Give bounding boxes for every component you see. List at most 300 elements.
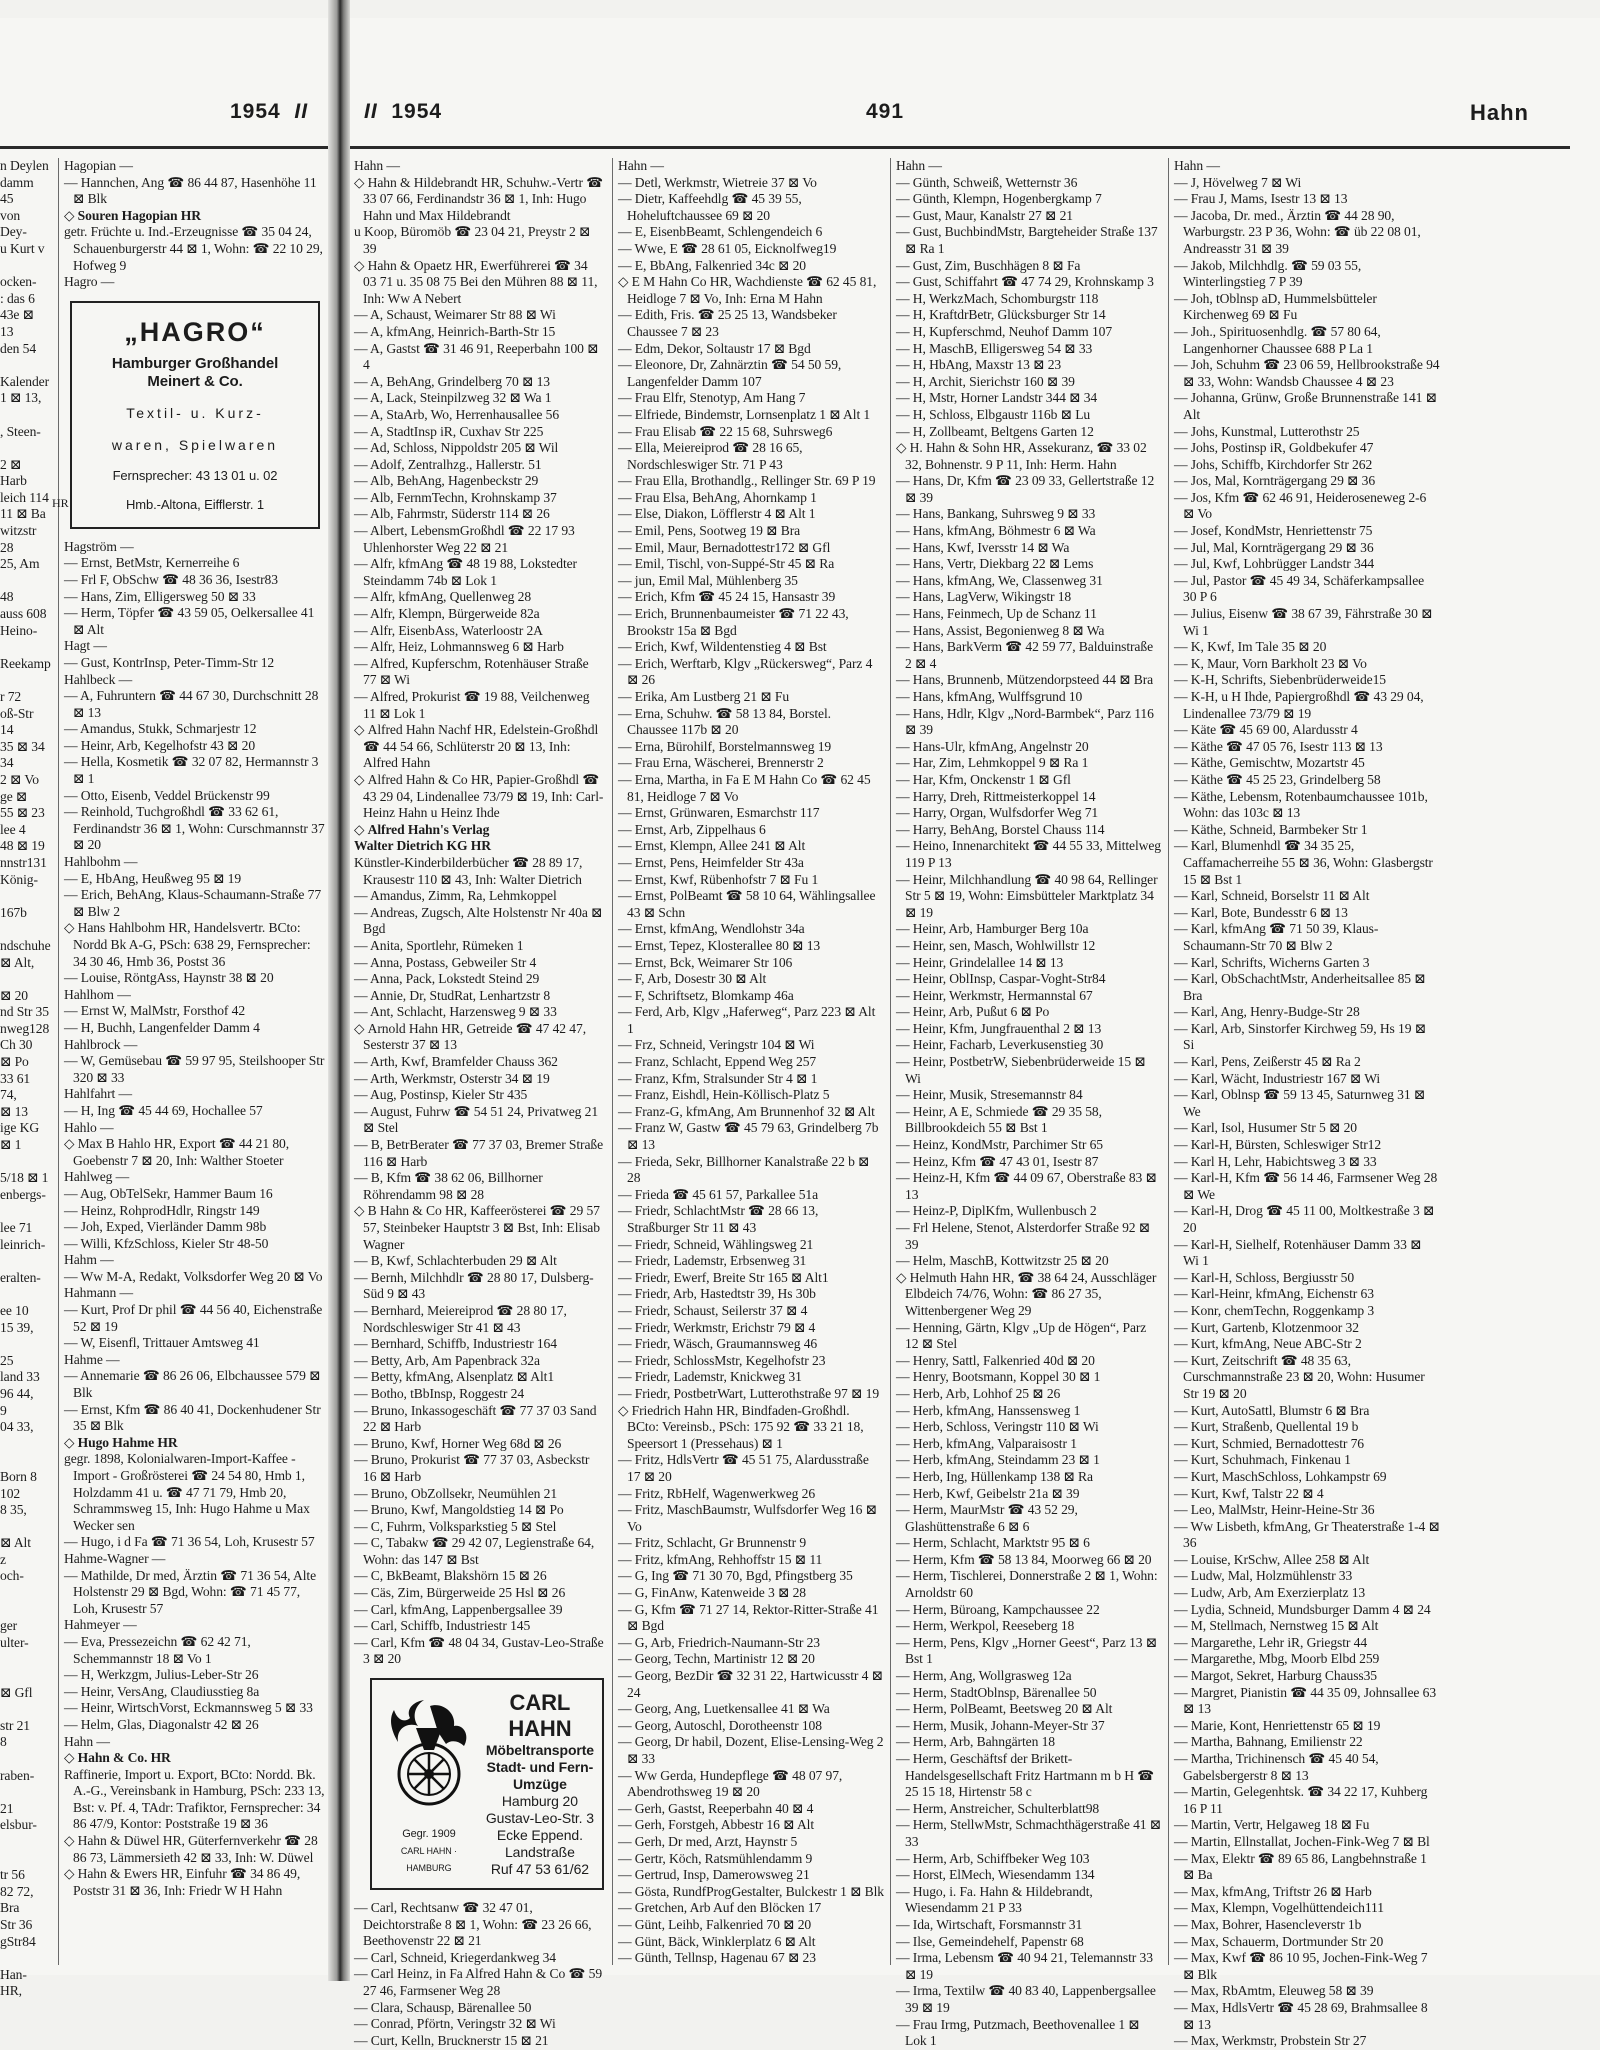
- directory-entry: — Ernst, kfmAng, Wendlohstr 34a: [618, 921, 805, 937]
- column-2: [618, 158, 884, 1969]
- directory-entry: — Herm, Geschäftsf der Brikett-Handelsgesellschaft Fritz Hartmann m b H ☎ 25 15 18, Hirtenstr 58 c: [896, 1751, 1155, 1800]
- directory-entry: — Erich, BehAng, Klaus-Schaumann-Straße 77 ⊠ Blw 2: [64, 887, 322, 919]
- directory-entry: — C, Fuhrm, Volksparkstieg 5 ⊠ Stel: [354, 1518, 557, 1534]
- directory-entry: — Hans, kfmAng, We, Classenweg 31: [896, 572, 1103, 588]
- directory-entry: — Karl-H, Drog ☎ 45 11 00, Moltkestraße 3 ⊠ 20: [1174, 1203, 1435, 1235]
- directory-entry: — Bruno, Kwf, Horner Weg 68d ⊠ 26: [354, 1435, 562, 1451]
- directory-entry: — Amandus, Stukk, Schmarjestr 12: [64, 721, 257, 737]
- directory-entry: — Max, Kwf ☎ 86 10 95, Jochen-Fink-Weg 7 ⊠ Blk: [1174, 1950, 1428, 1982]
- directory-entry: — Hans, Feinmech, Up de Schanz 11: [896, 606, 1097, 622]
- clipped-line: König-: [0, 871, 38, 887]
- clipped-line: ndschuhe: [0, 937, 51, 953]
- directory-entry: — Karl, Ang, Henry-Budge-Str 28: [1174, 1004, 1360, 1020]
- directory-entry: — Kurt, Gartenb, Klotzenmoor 32: [1174, 1319, 1359, 1335]
- directory-entry: — Bruno, Prokurist ☎ 77 37 03, Asbeckstr 16 ⊠ Harb: [354, 1452, 590, 1484]
- clipped-line: 1 ⊠ 13,: [0, 390, 42, 406]
- directory-entry: Hahme-Wagner —: [64, 1550, 166, 1566]
- clipped-line: [0, 1751, 50, 1768]
- directory-entry: — K-H, u H Ihde, Papiergroßhdl ☎ 43 29 04, Lindenallee 73/79 ⊠ 19: [1174, 689, 1424, 721]
- directory-entry: — Herm, Tischlerei, Donnerstraße 2 ⊠ 1, Wohn: Arnoldstr 60: [896, 1568, 1158, 1601]
- clipped-line: ee 10: [0, 1302, 29, 1318]
- directory-entry: — Hans, kfmAng, Böhmestr 6 ⊠ Wa: [896, 523, 1096, 539]
- clipped-line: [0, 440, 50, 457]
- clipped-line: lee 71: [0, 1220, 33, 1235]
- directory-entry: — Betty, kfmAng, Alsenplatz ⊠ Alt1: [354, 1369, 555, 1385]
- directory-entry: — H, KraftdrBetr, Glücksburger Str 14: [896, 307, 1106, 323]
- directory-entry: — Ludw, Arb, Am Exerzierplatz 13: [1174, 1585, 1366, 1601]
- clipped-line: 25: [0, 1352, 14, 1368]
- directory-entry: — Friedr, Ewerf, Breite Str 165 ⊠ Alt1: [618, 1269, 829, 1285]
- directory-entry: — Max, Bohrer, Hasencleverstr 1b: [1174, 1916, 1362, 1932]
- directory-entry: — B, BetrBerater ☎ 77 37 03, Bremer Straße 116 ⊠ Harb: [354, 1137, 604, 1169]
- directory-entry: — Reinhold, Tuchgroßhdl ☎ 33 62 61, Ferdinandstr 36 ⊠ 1, Wohn: Curschmannstr 37 ⊠ 20: [64, 804, 325, 853]
- directory-entry: — Heinr, WirtschVorst, Eckmannsweg 5 ⊠ 33: [64, 1700, 313, 1716]
- directory-entry: — Ernst, Bck, Weimarer Str 106: [618, 954, 793, 970]
- clipped-line: tr 56: [0, 1867, 25, 1883]
- directory-entry: — Ant, Schlacht, Harzensweg 9 ⊠ 33: [354, 1004, 557, 1020]
- directory-entry: — Käthe, Schneid, Barmbeker Str 1: [1174, 821, 1368, 837]
- directory-entry: — Ernst, Tepez, Klosterallee 80 ⊠ 13: [618, 937, 821, 953]
- directory-entry: — Herm, Pens, Klgv „Horner Geest“, Parz 13 ⊠ Bst 1: [896, 1634, 1158, 1667]
- directory-entry: — Franz, Schlacht, Eppend Weg 257: [618, 1054, 817, 1070]
- directory-entry: ◇ H. Hahn & Sohn HR, Assekuranz, ☎ 33 02 32, Bohnenstr. 9 P 11, Inh: Herm. Hahn: [896, 440, 1162, 473]
- directory-entry: — Herb, Ing, Hüllenkamp 138 ⊠ Ra: [896, 1468, 1093, 1484]
- directory-entry: Hahme —: [64, 1351, 120, 1367]
- directory-entry: — Johs, Kunstmal, Lutterothstr 25: [1174, 423, 1360, 439]
- directory-entry: — Kurt, AutoSattl, Blumstr 6 ⊠ Bra: [1174, 1402, 1370, 1418]
- directory-entry: Hahlfahrt —: [64, 1086, 132, 1102]
- clipped-line: : das 6: [0, 290, 35, 306]
- directory-entry: — Hans, Assist, Begonienweg 8 ⊠ Wa: [896, 622, 1105, 638]
- clipped-line: eralten-: [0, 1269, 41, 1285]
- directory-entry: — Heinz, RohprodHdlr, Ringstr 149: [64, 1202, 260, 1218]
- directory-entry: — Ferd, Arb, Klgv „Haferweg“, Parz 223 ⊠ Alt 1: [618, 1004, 876, 1036]
- directory-entry: — Alb, BehAng, Hagenbeckstr 29: [354, 473, 539, 489]
- ad-addr: Hmb.-Altona, Eifflerstr. 1: [125, 496, 265, 512]
- directory-entry: — Franz W, Gastw ☎ 45 79 63, Grindelberg 7b ⊠ 13: [618, 1120, 879, 1153]
- hr-mark: HR: [52, 495, 69, 510]
- directory-entry: — Karl, ObSchachtMstr, Anderheitsallee 85 ⊠ Bra: [1174, 971, 1426, 1003]
- directory-entry: — Amandus, Zimm, Ra, Lehmkoppel: [354, 888, 557, 904]
- directory-entry: — Emil, Tischl, von-Suppé-Str 45 ⊠ Ra: [618, 556, 835, 572]
- directory-entry: — Emil, Pens, Sootweg 19 ⊠ Bra: [618, 523, 801, 539]
- directory-entry: — Annie, Dr, StudRat, Lenhartzstr 8: [354, 987, 551, 1003]
- directory-entry: — Hannchen, Ang ☎ 86 44 87, Hasenhöhe 11 ⊠ Blk: [64, 174, 317, 207]
- directory-entry: Walter Dietrich KG HR: [354, 838, 491, 854]
- directory-entry: — Hans, Bankang, Suhrsweg 9 ⊠ 33: [896, 506, 1096, 522]
- directory-entry: — Jos, Mal, Kornträgergang 29 ⊠ 36: [1174, 473, 1376, 489]
- clipped-line: ⊠ 13: [0, 1103, 28, 1119]
- clipped-line: lee 4: [0, 821, 26, 837]
- clipped-line: Kalender: [0, 373, 50, 389]
- clipped-line: ⊠ Alt,: [0, 954, 35, 970]
- directory-entry: — Frau Irmg, Putzmach, Beethovenallee 1 ⊠ Lok 1: [896, 2016, 1140, 2049]
- directory-entry: — Karl, Oblnsp ☎ 59 13 45, Saturnweg 31 ⊠ We: [1174, 1087, 1426, 1119]
- directory-entry: Hagt —: [64, 638, 107, 654]
- clipped-line: Born 8: [0, 1468, 37, 1484]
- clipped-line: [0, 921, 50, 938]
- directory-entry: Hahlhom —: [64, 986, 131, 1002]
- clipped-line: raben-: [0, 1767, 35, 1783]
- directory-entry: — Gösta, RundfProgGestalter, Bulckestr 1 ⊠ Blk: [618, 1883, 885, 1899]
- directory-entry: — Kurt, Zeitschrift ☎ 48 35 63, Curschmannstraße 23 ⊠ 20, Wohn: Husumer Str 19 ⊠ 20: [1174, 1352, 1425, 1401]
- directory-entry: — Ww Lisbeth, kfmAng, Gr Theaterstraße 1-4 ⊠ 36: [1174, 1518, 1440, 1551]
- directory-entry: — Frl F, ObSchw ☎ 48 36 36, Isestr83: [64, 571, 278, 587]
- clipped-line: [0, 1286, 50, 1303]
- directory-entry: — H, Buchh, Langenfelder Damm 4: [64, 1019, 260, 1035]
- directory-entry: — Hans, Dr, Kfm ☎ 23 09 33, Gellertstraße 12 ⊠ 39: [896, 473, 1155, 505]
- carl-hahn-advertisement: [370, 1678, 604, 1890]
- directory-entry: — Heinr, A E, Schmiede ☎ 29 35 58, Billbrookdeich 55 ⊠ Bst 1: [896, 1103, 1102, 1136]
- directory-entry: Hahlbrock —: [64, 1036, 138, 1052]
- directory-entry: — Eleonore, Dr, Zahnärztin ☎ 54 50 59, Langenfelder Damm 107: [618, 357, 842, 389]
- clipped-line: u Kurt v: [0, 240, 45, 256]
- directory-entry: — Frau Erna, Wäscherei, Brennerstr 2: [618, 755, 824, 771]
- directory-entry: — G, Kfm ☎ 71 27 14, Rektor-Ritter-Straße 41 ⊠ Bgd: [618, 1601, 879, 1634]
- directory-entry: — Herm, Büroang, Kampchaussee 22: [896, 1601, 1100, 1617]
- directory-entry: — Herm, PolBeamt, Beetsweg 20 ⊠ Alt: [896, 1701, 1113, 1717]
- directory-entry: — Jacoba, Dr. med., Ärztin ☎ 44 28 90, Warburgstr. 23 P 36, Wohn: ☎ üb 22 08 01, Andreasstr 31 ⊠ 39: [1174, 207, 1421, 256]
- directory-entry: — H, Werkzgm, Julius-Leber-Str 26: [64, 1667, 259, 1683]
- directory-entry: — Hella, Kosmetik ☎ 32 07 82, Hermannstr 3 ⊠ 1: [64, 754, 319, 787]
- directory-entry: — Friedr, Wäsch, Graumannsweg 46: [618, 1336, 818, 1352]
- directory-entry: — Franz, Eishdl, Hein-Köllisch-Platz 5: [618, 1087, 830, 1103]
- directory-entry: — Jul, Pastor ☎ 45 49 34, Schäferkampsallee 30 P 6: [1174, 572, 1425, 605]
- directory-entry: — Fritz, kfmAng, Rehhoffstr 15 ⊠ 11: [618, 1551, 823, 1567]
- logo-text: CARL HAHN · HAMBURG: [400, 1846, 457, 1873]
- directory-entry: ◇ Alfred Hahn & Co HR, Papier-Großhdl ☎ 43 29 04, Lindenallee 73/79 ⊠ 19, Inh: Carl-Heinz Hahn u Heinz Ihde: [354, 772, 604, 822]
- clipped-line: nnstr131: [0, 854, 47, 870]
- directory-entry: — F, Schriftsetz, Blomkamp 46a: [618, 987, 794, 1003]
- directory-entry: — Erich, Brunnenbaumeister ☎ 71 22 43, Brookstr 15a ⊠ Bgd: [618, 606, 849, 638]
- ad-text: [486, 1690, 594, 1878]
- ad-company-name: CARL HAHN: [508, 1690, 572, 1742]
- right-page: [350, 18, 1600, 2049]
- clipped-line: 167b: [0, 904, 27, 920]
- clipped-line: Bra: [0, 1900, 20, 1916]
- directory-entry: — Otto, Eisenb, Veddel Brückenstr 99: [64, 787, 270, 803]
- directory-entry: — Louise, KrSchw, Allee 258 ⊠ Alt: [1174, 1551, 1370, 1567]
- clipped-line: [0, 888, 50, 905]
- directory-entry: — Lydia, Schneid, Mundsburger Damm 4 ⊠ 24: [1174, 1601, 1431, 1617]
- directory-entry: — Erna, Bürohilf, Borstelmannsweg 19: [618, 738, 832, 754]
- directory-entry: — Frau Elisab ☎ 22 15 68, Suhrsweg6: [618, 423, 833, 439]
- directory-entry: — Anna, Pack, Lokstedt Steind 29: [354, 971, 540, 987]
- directory-entry: — Max, Klempn, Vogelhüttendeich111: [1174, 1900, 1384, 1916]
- clipped-line: witzstr 28: [0, 523, 37, 555]
- directory-entry: — Heinr, Milchhandlung ☎ 40 98 64, Rellinger Str 5 ⊠ 19, Wohn: Eimsbütteler Marktplatz 34 ⊠ 19: [896, 871, 1158, 920]
- left-column-main: [52, 158, 326, 1969]
- directory-entry: Hahn —: [896, 158, 942, 173]
- directory-entry: Hahlweg —: [64, 1169, 130, 1185]
- directory-entry: — Alfred, Prokurist ☎ 19 88, Veilchenweg 11 ⊠ Lok 1: [354, 689, 590, 721]
- directory-entry: — Heinr, sen, Masch, Wohlwillstr 12: [896, 937, 1096, 953]
- directory-entry: — Gust, Maur, Kanalstr 27 ⊠ 21: [896, 207, 1073, 223]
- directory-entry: — H, Schloss, Elbgaustr 116b ⊠ Lu: [896, 406, 1091, 422]
- directory-entry: — Henning, Gärtn, Klgv „Up de Högen“, Parz 12 ⊠ Stel: [896, 1319, 1147, 1352]
- directory-entry: — jun, Emil Mal, Mühlenberg 35: [618, 572, 798, 588]
- clipped-line: och-: [0, 1568, 24, 1584]
- directory-entry: — Fritz, Schlacht, Gr Brunnenstr 9: [618, 1535, 807, 1551]
- directory-entry: — Herm, Werkpol, Reeseberg 18: [896, 1618, 1075, 1634]
- directory-entry: — Friedr, PostbetrWart, Lutterothstraße 97 ⊠ 19: [618, 1385, 880, 1401]
- directory-entry: — Herm, Musik, Johann-Meyer-Str 37: [896, 1717, 1105, 1733]
- directory-entry: — Herm, Arb, Bahngärten 18: [896, 1734, 1055, 1750]
- directory-entry: Hahmeyer —: [64, 1617, 137, 1633]
- clipped-line: [0, 1436, 50, 1453]
- directory-entry: — Frieda ☎ 45 61 57, Parkallee 51a: [618, 1186, 819, 1202]
- directory-entry: — Erna, Schuhw. ☎ 58 13 84, Borstel. Chaussee 117b ⊠ 20: [618, 705, 831, 738]
- directory-entry: — Jul, Kwf, Lohbrügger Landstr 344: [1174, 556, 1375, 572]
- directory-entry: — Hans, kfmAng, Wulffsgrund 10: [896, 689, 1083, 704]
- directory-entry: — Ernst, Pens, Heimfelder Str 43a: [618, 854, 804, 870]
- directory-entry: Hagopian —: [64, 158, 133, 173]
- directory-entry: ◇ Hahn & Hildebrandt HR, Schuhw.-Vertr ☎ 33 07 66, Ferdinandstr 36 ⊠ 1, Inh: Hugo Hahn und Max Hildebrandt: [354, 175, 604, 225]
- directory-entry: — W, Eisenfl, Trittauer Amtsweg 41: [64, 1335, 260, 1351]
- directory-entry: — G, Ing ☎ 71 30 70, Bgd, Pfingstberg 35: [618, 1568, 853, 1584]
- clipped-line: [0, 1336, 50, 1353]
- clipped-line: [0, 1651, 50, 1668]
- directory-entry: ◇ Alfred Hahn's Verlag: [354, 822, 604, 839]
- clipped-line: 34: [0, 755, 14, 771]
- directory-entry: — Heinr, Arb, Hamburger Berg 10a: [896, 921, 1089, 937]
- directory-entry: — Leo, MalMstr, Heinr-Heine-Str 36: [1174, 1502, 1375, 1518]
- directory-entry: — Annemarie ☎ 86 26 06, Elbchaussee 579 ⊠ Blk: [64, 1368, 321, 1401]
- directory-entry: — Else, Diakon, Löfflerstr 4 ⊠ Alt 1: [618, 506, 816, 522]
- clipped-line: 5/18 ⊠ 1: [0, 1170, 49, 1186]
- directory-entry: — Günt, Bäck, Winklerplatz 6 ⊠ Alt: [618, 1933, 816, 1949]
- directory-entry: — Curt, Kelln, Brucknerstr 15 ⊠ 21: [354, 2032, 549, 2048]
- clipped-line: Heino-: [0, 622, 38, 638]
- directory-entry: — A, Lack, Steinpilzweg 32 ⊠ Wa 1: [354, 390, 552, 406]
- directory-entry: — Clara, Schausp, Bärenallee 50: [354, 1999, 532, 2015]
- clipped-line: [0, 1585, 50, 1602]
- directory-entry: — Georg, Autoschl, Dorotheenstr 108: [618, 1717, 822, 1733]
- directory-entry: — Friedr, SchlossMstr, Kegelhofstr 23: [618, 1352, 826, 1368]
- clipped-line: den 54: [0, 340, 37, 356]
- running-head-name: Hahn: [1470, 100, 1529, 125]
- directory-entry: — Bernhard, Meiereiprod ☎ 28 80 17, Nordschleswiger Str 41 ⊠ 43: [354, 1302, 567, 1335]
- clipped-line: [0, 1154, 50, 1171]
- directory-entry: — Günth, Klempn, Hogenbergkamp 7: [896, 191, 1102, 207]
- clipped-line: [0, 573, 50, 590]
- directory-entry: — M, Stellmach, Nernstweg 15 ⊠ Alt: [1174, 1618, 1379, 1634]
- clipped-line: [0, 1701, 50, 1718]
- directory-entry: — Günth, Tellnsp, Hagenau 67 ⊠ 23: [618, 1950, 816, 1966]
- directory-entry: — E, HbAng, Heußweg 95 ⊠ 19: [64, 870, 242, 886]
- directory-entry: ◇ Hahn & Ewers HR, Einfuhr ☎ 34 86 49, Poststr 31 ⊠ 36, Inh: Friedr W H Hahn: [64, 1866, 326, 1899]
- clipped-line: ⊠ 20: [0, 987, 28, 1003]
- column-3: [896, 158, 1162, 2049]
- directory-entry: — Wwe, E ☎ 28 61 05, Eicknolfweg19: [618, 240, 837, 256]
- directory-entry: — Franz, Kfm, Stralsunder Str 4 ⊠ 1: [618, 1070, 818, 1086]
- directory-entry: — Fritz, RbHelf, Wagenwerkweg 26: [618, 1485, 816, 1501]
- directory-entry: Hahn —: [354, 158, 400, 173]
- directory-entry: — Karl, Isol, Husumer Str 5 ⊠ 20: [1174, 1120, 1358, 1136]
- directory-entry: — Horst, ElMech, Wiesendamm 134: [896, 1867, 1095, 1883]
- directory-entry: — H, Ing ☎ 45 44 69, Hochallee 57: [64, 1102, 263, 1118]
- directory-entry: — Aug, Postinsp, Kieler Str 435: [354, 1087, 528, 1103]
- clipped-line: 2 ⊠ Harb: [0, 456, 27, 489]
- column-4: [1174, 158, 1440, 2049]
- directory-entry: — Joh, tOblnsp aD, Hummelsbütteler Kirchenweg 69 ⊠ Fu: [1174, 290, 1377, 323]
- clipped-line: [0, 672, 50, 689]
- directory-entry: — Hugo, i. Fa. Hahn & Hildebrandt, Wiesendamm 21 P 33: [896, 1883, 1093, 1916]
- directory-entry: — Emil, Maur, Bernadottestr172 ⊠ Gfl: [618, 539, 831, 555]
- clipped-line: [0, 971, 50, 988]
- directory-entry: — Carl Heinz, in Fa Alfred Hahn & Co ☎ 59 27 46, Farmsener Weg 28: [354, 1966, 603, 1998]
- clipped-line: str 21: [0, 1717, 30, 1733]
- clipped-line: ger: [0, 1618, 18, 1634]
- directory-entry: — Johs, Schiffb, Kirchdorfer Str 262: [1174, 456, 1373, 472]
- directory-entry: — Kurt, Straßenb, Quellental 19 b: [1174, 1419, 1359, 1435]
- directory-entry: — Ernst, Klempn, Allee 241 ⊠ Alt: [618, 838, 806, 854]
- directory-entry: — H, WerkzMach, Schomburgstr 118: [896, 290, 1099, 306]
- directory-entry: — Irma, Textilw ☎ 40 83 40, Lappenbergsallee 39 ⊠ 19: [896, 1983, 1156, 2015]
- clipped-line: Reekamp: [0, 655, 51, 671]
- directory-entry: — Harry, BehAng, Borstel Chauss 114: [896, 821, 1105, 837]
- directory-entry: — Heinr, Facharb, Leverkusenstieg 30: [896, 1037, 1104, 1053]
- directory-entry: — G, Arb, Friedrich-Naumann-Str 23: [618, 1634, 820, 1650]
- directory-entry: — Ernst, BetMstr, Kernerreihe 6: [64, 555, 240, 571]
- clipped-line: nd Str 35: [0, 1004, 49, 1020]
- directory-entry: — Henry, Sattl, Falkenried 40d ⊠ 20: [896, 1352, 1095, 1368]
- directory-entry: — Günt, Leihb, Falkenried 70 ⊠ 20: [618, 1916, 812, 1932]
- directory-entry: — H, Kupferschmd, Neuhof Damm 107: [896, 323, 1113, 339]
- directory-entry: — Hans-Ulr, kfmAng, Angelnstr 20: [896, 738, 1089, 754]
- directory-entry: — Carl, Schneid, Kriegerdankweg 34: [354, 1949, 556, 1965]
- directory-entry: — Käthe, Gemischtw, Mozartstr 45: [1174, 755, 1365, 771]
- directory-entry: — Heinz, Kfm ☎ 47 43 01, Isestr 87: [896, 1153, 1099, 1169]
- directory-entry: — Gertr, Köch, Ratsmühlendamm 9: [618, 1850, 813, 1866]
- clipped-line: 15 39,: [0, 1319, 34, 1335]
- directory-entry: — Alfr, kfmAng, Quellenweg 28: [354, 589, 532, 605]
- directory-entry: — Bruno, Kwf, Mangoldstieg 14 ⊠ Po: [354, 1502, 564, 1518]
- directory-entry: — Alb, FernmTechn, Krohnskamp 37: [354, 489, 557, 505]
- ad-line4: waren, Spielwaren: [111, 436, 279, 453]
- clipped-line: von Dey-: [0, 207, 27, 240]
- directory-entry: — Friedr, Schneid, Wählingsweg 21: [618, 1236, 814, 1252]
- clipped-line: [0, 1851, 50, 1868]
- ad-line: Ruf 47 53 61/62: [490, 1861, 589, 1878]
- directory-entry: — Cäs, Zim, Bürgerweide 25 Hsl ⊠ 26: [354, 1585, 566, 1601]
- directory-entry: — Betty, Arb, Am Papenbrack 32a: [354, 1352, 540, 1368]
- directory-entry: — Helm, Glas, Diagonalstr 42 ⊠ 26: [64, 1716, 259, 1732]
- directory-entry: — Harry, Organ, Wulfsdorfer Weg 71: [896, 805, 1099, 821]
- directory-entry: — Gust, BuchbindMstr, Bargteheider Straße 137 ⊠ Ra 1: [896, 224, 1158, 256]
- directory-entry: — Bruno, Inkassogeschäft ☎ 77 37 03 Sand 22 ⊠ Harb: [354, 1402, 597, 1435]
- directory-entry: Hahlbeck —: [64, 671, 133, 687]
- directory-entry: — B, Kwf, Schlachterbuden 29 ⊠ Alt: [354, 1253, 557, 1269]
- directory-entry: ◇ Helmuth Hahn HR, ☎ 38 64 24, Ausschläger Elbdeich 74/76, Wohn: ☎ 86 27 35, Wittenbergener Weg 29: [896, 1270, 1162, 1320]
- clipped-line: [0, 1253, 50, 1270]
- directory-entry: — Ernst, Kfm ☎ 86 40 41, Dockenhudener Str 35 ⊠ Blk: [64, 1401, 321, 1434]
- directory-entry: — Joh, Exped, Vierländer Damm 98b: [64, 1219, 267, 1235]
- directory-entry: ◇ B Hahn & Co HR, Kaffeerösterei ☎ 29 57 57, Steinbeker Hauptstr 3 ⊠ Bst, Inh: Elisab Wagner: [354, 1203, 604, 1253]
- directory-entry: — Heinz, KondMstr, Parchimer Str 65: [896, 1137, 1104, 1153]
- clipped-line: [0, 1668, 50, 1685]
- clipped-line: 82 72,: [0, 1883, 34, 1899]
- directory-entry: — Max, Werkmstr, Probstein Str 27: [1174, 2033, 1367, 2049]
- directory-entry: — Karl-H, Kfm ☎ 56 14 46, Farmsener Weg 28 ⊠ We: [1174, 1170, 1438, 1202]
- right-header-rule: [350, 146, 1570, 149]
- directory-entry: — Heinr, Arb, Kegelhofstr 43 ⊠ 20: [64, 737, 256, 753]
- directory-entry: — Käthe ☎ 47 05 76, Isestr 113 ⊠ 13: [1174, 738, 1383, 754]
- directory-entry: — Karl-H, Sielhelf, Rotenhäuser Damm 33 ⊠ Wi 1: [1174, 1236, 1422, 1269]
- right-header-year: II 1954: [364, 100, 443, 123]
- directory-entry: — Karl, Blumenhdl ☎ 34 35 25, Caffamacherreihe 55 ⊠ 36, Wohn: Glasbergstr 15 ⊠ Bst 1: [1174, 838, 1433, 887]
- directory-entry: — Eva, Pressezeichn ☎ 62 42 71, Schemmannstr 18 ⊠ Vo 1: [64, 1633, 251, 1666]
- directory-entry: — Louise, RöntgAss, Haynstr 38 ⊠ 20: [64, 970, 274, 986]
- directory-entry: — Irma, Lebensm ☎ 40 94 21, Telemannstr 33 ⊠ 19: [896, 1950, 1153, 1982]
- directory-entry: — Heinr, Musik, Stresemannstr 84: [896, 1087, 1083, 1103]
- directory-entry: — B, Kfm ☎ 38 62 06, Billhorner Röhrendamm 98 ⊠ 28: [354, 1170, 543, 1202]
- ad-line: Ecke Eppend.: [496, 1827, 583, 1844]
- directory-entry: — Alfred, Kupferschm, Rotenhäuser Straße 77 ⊠ Wi: [354, 655, 589, 688]
- directory-entry: — Frau Elfr, Stenotyp, Am Hang 7: [618, 390, 806, 406]
- directory-entry: — E, BbAng, Falkenried 34c ⊠ 20: [618, 257, 807, 273]
- clipped-line: Ch 30: [0, 1037, 33, 1053]
- directory-entry: — Kurt, Kwf, Talstr 22 ⊠ 4: [1174, 1485, 1324, 1501]
- directory-entry: — Käte ☎ 45 69 00, Alardusstr 4: [1174, 722, 1358, 738]
- directory-entry: Hahmann —: [64, 1285, 133, 1301]
- directory-entry: — Carl, Rechtsanw ☎ 32 47 01, Deichtorstraße 8 ⊠ 1, Wohn: ☎ 23 26 66, Beethovenstr 22 ⊠ 21: [354, 1900, 592, 1949]
- directory-entry: — Harry, Dreh, Rittmeisterkoppel 14: [896, 788, 1096, 804]
- directory-entry: — Karl, Pens, Zeißerstr 45 ⊠ Ra 2: [1174, 1054, 1361, 1070]
- ad-line1: Hamburger Großhandel: [111, 354, 279, 372]
- directory-entry: Hahn —: [64, 1733, 110, 1749]
- clipped-line: 8 35,: [0, 1502, 27, 1518]
- logo-block: [380, 1692, 478, 1876]
- directory-entry: — Edm, Dekor, Soltaustr 17 ⊠ Bgd: [618, 340, 811, 356]
- directory-entry: — Hans, Vertr, Diekbarg 22 ⊠ Lems: [896, 556, 1094, 572]
- directory-entry: — Martin, Gelegenhtsk. ☎ 34 22 17, Kuhberg 16 P 11: [1174, 1784, 1428, 1816]
- clipped-line: n Deylen: [0, 158, 49, 173]
- directory-entry: — Friedr, Lademstr, Knickweg 31: [618, 1369, 802, 1385]
- directory-entry: — Heinr, PostbetrW, Siebenbrüderweide 15 ⊠ Wi: [896, 1054, 1146, 1086]
- directory-entry: — Fritz, HdlsVertr ☎ 45 51 75, Alardusstraße 17 ⊠ 20: [618, 1452, 869, 1484]
- left-page: [0, 18, 328, 1999]
- directory-entry: — August, Fuhrw ☎ 54 51 24, Privatweg 21 ⊠ Stel: [354, 1103, 599, 1136]
- clipped-line: elsbur-: [0, 1817, 37, 1833]
- clipped-line: 8: [0, 1734, 7, 1750]
- directory-entry: gegr. 1898, Kolonialwaren-Import-Kaffee - Import - Großrösterei ☎ 24 54 80, Hmb 1, Holzdamm 41 u. ☎ 47 71 79, Hmb 20, Schrammsweg 15, Inh: Hugo Hahme u Max Wecker sen: [64, 1451, 310, 1533]
- directory-entry: — Johanna, Grünw, Große Brunnenstraße 141 ⊠ Alt: [1174, 390, 1437, 422]
- directory-entry: — Herm, Schlacht, Marktstr 95 ⊠ 6: [896, 1535, 1090, 1551]
- clipped-line: [0, 1452, 50, 1469]
- directory-entry: — Alb, Fahrmstr, Süderstr 114 ⊠ 26: [354, 506, 550, 522]
- ad-line: Hamburg 20: [501, 1793, 578, 1810]
- directory-entry: — Martin, Vertr, Helgaweg 18 ⊠ Fu: [1174, 1817, 1370, 1833]
- directory-entry: — Gust, Zim, Buschhägen 8 ⊠ Fa: [896, 257, 1081, 273]
- directory-entry: — Mathilde, Dr med, Ärztin ☎ 71 36 54, Alte Holstenstr 29 ⊠ Bgd, Wohn: ☎ 71 45 77, Loh, Krusestr 57: [64, 1567, 316, 1616]
- directory-entry: — Elfriede, Bindemstr, Lornsenplatz 1 ⊠ Alt 1: [618, 406, 871, 422]
- page-number: 491: [866, 100, 905, 123]
- directory-entry: — Bernh, Milchhdlr ☎ 28 80 17, Dulsberg-Süd 9 ⊠ 43: [354, 1269, 594, 1302]
- directory-entry: — E, EisenbBeamt, Schlengendeich 6: [618, 224, 823, 240]
- clipped-line: enbergs-: [0, 1186, 46, 1202]
- directory-entry: — A, kfmAng, Heinrich-Barth-Str 15: [354, 323, 556, 339]
- directory-entry: — Max, HdlsVertr ☎ 45 28 69, Brahmsallee 8 ⊠ 13: [1174, 1999, 1428, 2032]
- directory-entry: — Herm, Kfm ☎ 58 13 84, Moorweg 66 ⊠ 20: [896, 1551, 1152, 1567]
- directory-entry: — C, BkBeamt, Blakshörn 15 ⊠ 26: [354, 1568, 547, 1584]
- directory-entry: — K, Maur, Vorn Barkholt 23 ⊠ Vo: [1174, 655, 1367, 671]
- directory-entry: — Kurt, Schmied, Bernadottestr 76: [1174, 1435, 1364, 1451]
- clipped-line: leich 114: [0, 489, 49, 505]
- directory-entry: — Erich, Kwf, Wildentenstieg 4 ⊠ Bst: [618, 639, 827, 655]
- directory-entry: — Ernst, Kwf, Rübenhofstr 7 ⊠ Fu 1: [618, 871, 819, 887]
- directory-entry: — Ernst W, MalMstr, Forsthof 42: [64, 1003, 246, 1019]
